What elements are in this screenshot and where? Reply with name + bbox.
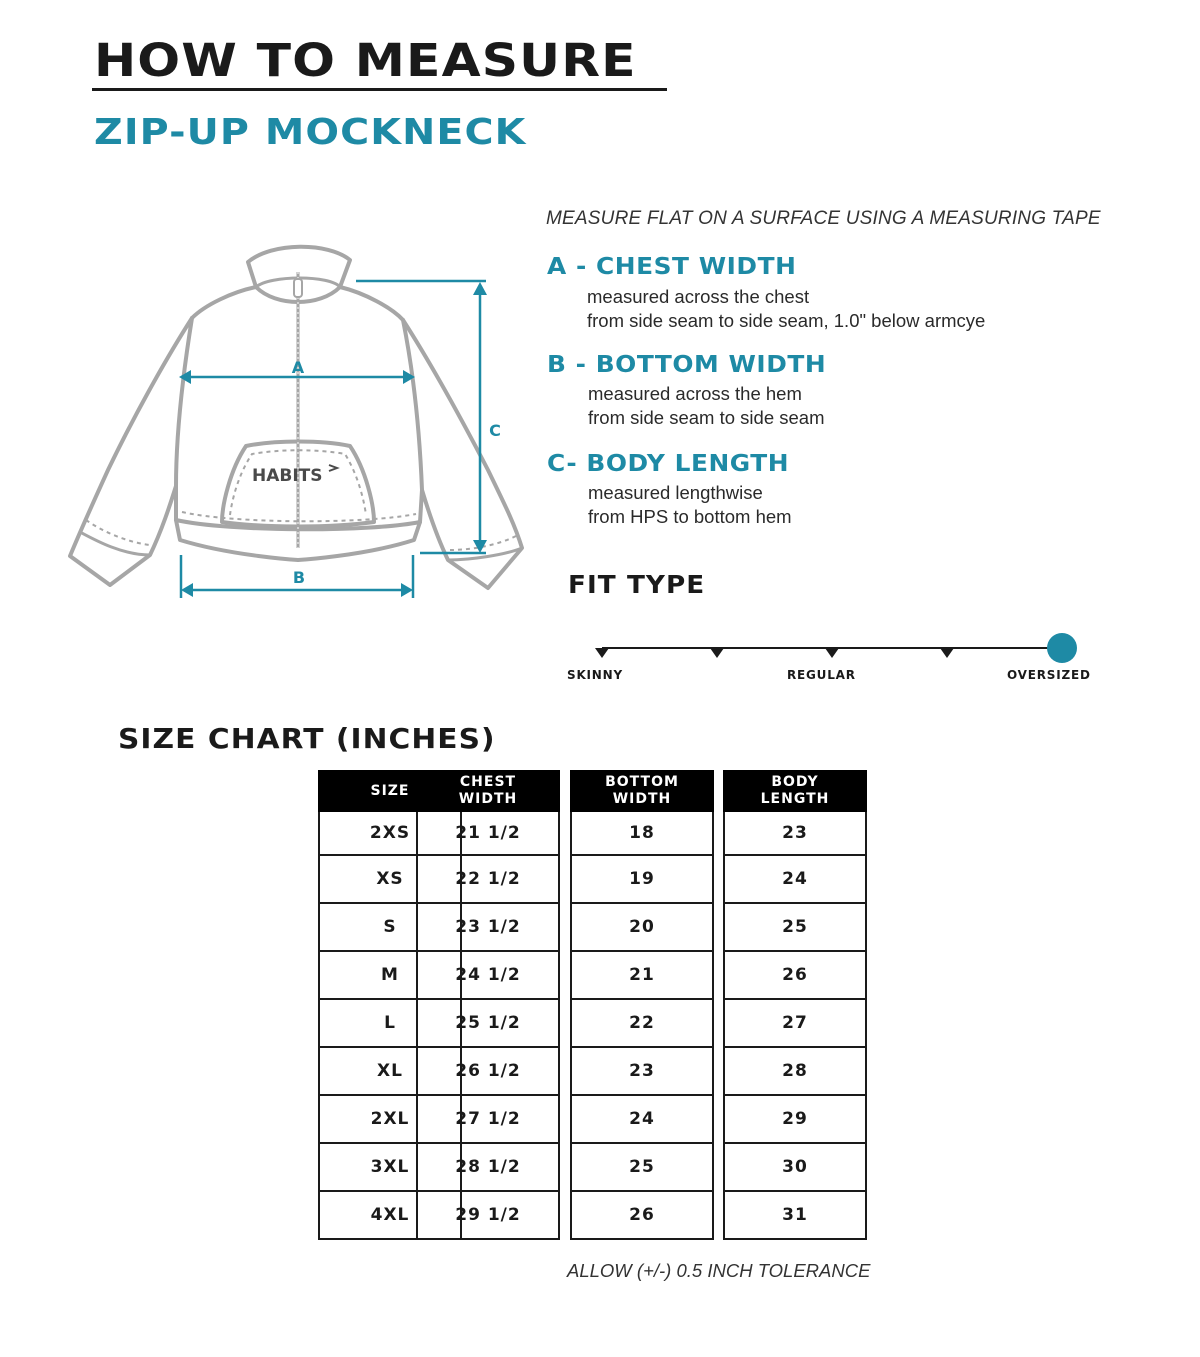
body-length-line2: from HPS to bottom hem [588, 506, 792, 527]
chest-width-cell: 22 1/2 [416, 856, 560, 904]
arrow-b-right-head [401, 583, 413, 597]
chest-width-description [587, 285, 985, 333]
chest-width-line1: measured across the chest [587, 286, 810, 307]
measure-instruction: MEASURE FLAT ON A SURFACE USING A MEASURING TAPE [546, 208, 1101, 229]
bottom-header-line1: BOTTOM [605, 774, 679, 790]
chest-width-cell: 27 1/2 [416, 1096, 560, 1144]
fit-tick-4 [940, 648, 954, 658]
chest-width-column [416, 770, 560, 1240]
size-chart-title: SIZE CHART (INCHES) [118, 722, 496, 755]
product-subtitle: ZIP-UP MOCKNECK [94, 112, 527, 153]
length-header-line1: BODY [771, 774, 819, 790]
body-left [70, 287, 298, 585]
fit-tick-regular [825, 648, 839, 658]
bottom-width-cell: 18 [570, 812, 714, 856]
bottom-width-description [588, 382, 824, 430]
label-c: C [489, 421, 501, 440]
size-cell: 4XL [318, 1192, 462, 1240]
chest-width-cell: 29 1/2 [416, 1192, 560, 1240]
size-cell: XS [318, 856, 462, 904]
arrow-c-top-head [473, 282, 487, 295]
bottom-width-line2: from side seam to side seam [588, 407, 825, 428]
bottom-width-cell: 19 [570, 856, 714, 904]
chest-width-heading: A - CHEST WIDTH [547, 254, 797, 280]
label-b: B [292, 568, 306, 587]
body-length-cell: 29 [723, 1096, 867, 1144]
label-a: A [291, 358, 305, 377]
size-cell: M [318, 952, 462, 1000]
body-length-cell: 27 [723, 1000, 867, 1048]
bottom-width-cell: 25 [570, 1144, 714, 1192]
size-header-label: SIZE [370, 782, 410, 799]
bottom-width-line1: measured across the hem [588, 383, 802, 404]
chest-header-line1: CHEST [459, 774, 517, 790]
bottom-width-header [570, 770, 714, 812]
body-length-cell: 28 [723, 1048, 867, 1096]
fit-label-regular: REGULAR [787, 668, 856, 682]
chest-header-line2: WIDTH [458, 791, 518, 807]
body-length-header [723, 770, 867, 812]
bottom-width-cell: 21 [570, 952, 714, 1000]
body-length-heading: C- BODY LENGTH [547, 451, 790, 477]
body-length-cell: 26 [723, 952, 867, 1000]
body-length-cell: 23 [723, 812, 867, 856]
brand-logo-text: HABITS [252, 466, 323, 486]
bottom-width-cell: 22 [570, 1000, 714, 1048]
bottom-width-cell: 20 [570, 904, 714, 952]
size-cell: XL [318, 1048, 462, 1096]
bottom-width-cell: 24 [570, 1096, 714, 1144]
chest-width-cell: 23 1/2 [416, 904, 560, 952]
body-length-column [723, 770, 867, 1240]
fit-label-oversized: OVERSIZED [1007, 668, 1091, 682]
chest-width-cell: 26 1/2 [416, 1048, 560, 1096]
body-length-cell: 24 [723, 856, 867, 904]
chest-width-header [416, 770, 560, 812]
garment-diagram [0, 0, 560, 620]
size-cell: 3XL [318, 1144, 462, 1192]
bottom-width-cell: 26 [570, 1192, 714, 1240]
body-length-description [588, 481, 792, 529]
size-cell: 2XL [318, 1096, 462, 1144]
body-length-line1: measured lengthwise [588, 482, 763, 503]
body-length-cell: 31 [723, 1192, 867, 1240]
fit-tick-2 [710, 648, 724, 658]
bottom-width-column [570, 770, 714, 1240]
length-header-line2: LENGTH [760, 791, 830, 807]
bottom-header-line2: WIDTH [612, 791, 672, 807]
body-length-cell: 30 [723, 1144, 867, 1192]
chest-width-line2: from side seam to side seam, 1.0" below armcye [587, 310, 986, 331]
chest-width-cell: 25 1/2 [416, 1000, 560, 1048]
zipper-pull [294, 279, 302, 297]
page-title: HOW TO MEASURE [94, 34, 637, 87]
size-cell: L [318, 1000, 462, 1048]
brand-logo-arrow [329, 465, 337, 471]
size-cell: 2XS [318, 812, 462, 856]
size-cell: S [318, 904, 462, 952]
tolerance-note: ALLOW (+/-) 0.5 INCH TOLERANCE [567, 1260, 871, 1281]
chest-width-cell: 21 1/2 [416, 812, 560, 856]
bottom-width-heading: B - BOTTOM WIDTH [547, 352, 827, 378]
fit-selected-marker [1047, 633, 1077, 663]
arrow-b-left-head [181, 583, 193, 597]
chest-width-cell: 28 1/2 [416, 1144, 560, 1192]
fit-type-title: FIT TYPE [568, 570, 706, 599]
bottom-width-cell: 23 [570, 1048, 714, 1096]
chest-width-cell: 24 1/2 [416, 952, 560, 1000]
fit-tick-skinny [595, 648, 609, 658]
fit-label-skinny: SKINNY [567, 668, 623, 682]
body-length-cell: 25 [723, 904, 867, 952]
